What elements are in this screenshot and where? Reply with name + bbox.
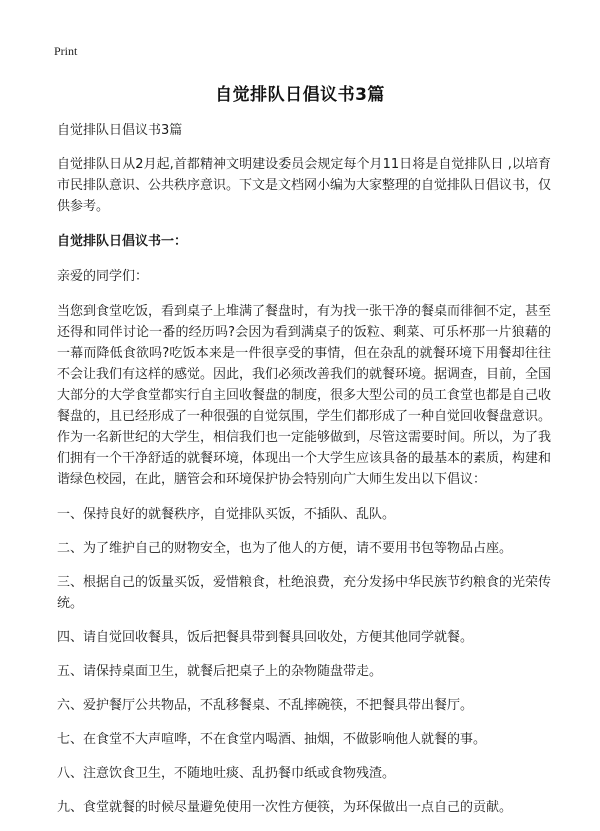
proposal-item-8: 八、注意饮食卫生，不随地吐痰、乱扔餐巾纸或食物残渣。	[57, 766, 396, 781]
section-heading: 自觉排队日倡议书一：	[57, 234, 188, 249]
proposal-item-6: 六、爱护餐厅公共物品，不乱移餐桌、不乱摔碗筷，不把餐具带出餐厅。	[57, 698, 474, 713]
print-link[interactable]: Print	[54, 44, 78, 58]
greeting-line: 亲爱的同学们：	[57, 269, 149, 284]
main-paragraph: 当您到食堂吃饭，看到桌子上堆满了餐盘时，有为找一张干净的餐桌而徘徊不定，甚至还得和同伴讨论一番的经历吗?会因为看到满桌子的饭粒、剩菜、可乐杯那一片狼藉的一幕而降低食欲吗?吃饭本来是一件很享受的事情，但在杂乱的就餐环境下用餐却往往不会让我们有这样的感觉。因此，我们必须改善我们的就餐环境。据调查，目前，全国大部分的大学食堂都实行自主回收餐盘的制度，很多大型公司的员工食堂也都是自己收餐盘的，且已经形成了一种很强的自觉氛围，学生们都形成了一种自觉回收餐盘意识。作为一名新世纪的大学生，相信我们也一定能够做到，尽管这需要时间。所以，为了我们拥有一个干净舒适的就餐环境，体现出一个大学生应该具备的最基本的素质，构建和谐绿色校园，在此，膳管会和环境保护协会特别向广大师生发出以下倡议：	[57, 304, 552, 487]
proposal-item-3: 三、根据自己的饭量买饭，爱惜粮食，杜绝浪费，充分发扬中华民族节约粮食的光荣传统。	[57, 575, 552, 611]
proposal-item-1: 一、保持良好的就餐秩序，自觉排队买饭，不插队、乱队。	[57, 507, 396, 522]
page-title: 自觉排队日倡议书3篇	[215, 85, 385, 105]
intro-paragraph: 自觉排队日从2月起,首都精神文明建设委员会规定每个月11日将是自觉排队日 ,以培育市民排队意识、公共秩序意识。下文是文档网小编为大家整理的自觉排队日倡议书，仅供参考。	[57, 157, 552, 214]
proposal-item-5: 五、请保持桌面卫生，就餐后把桌子上的杂物随盘带走。	[57, 664, 383, 679]
document-subtitle: 自觉排队日倡议书3篇	[57, 123, 183, 138]
document-body	[57, 120, 551, 831]
proposal-item-9: 九、食堂就餐的时候尽量避免使用一次性方便筷，为环保做出一点自己的贡献。	[57, 800, 513, 815]
proposal-item-7: 七、在食堂不大声喧哗，不在食堂内喝酒、抽烟，不做影响他人就餐的事。	[57, 732, 487, 747]
proposal-item-4: 四、请自觉回收餐具，饭后把餐具带到餐具回收处，方便其他同学就餐。	[57, 630, 474, 645]
proposal-item-2: 二、为了维护自己的财物安全，也为了他人的方便，请不要用书包等物品占座。	[57, 541, 513, 556]
